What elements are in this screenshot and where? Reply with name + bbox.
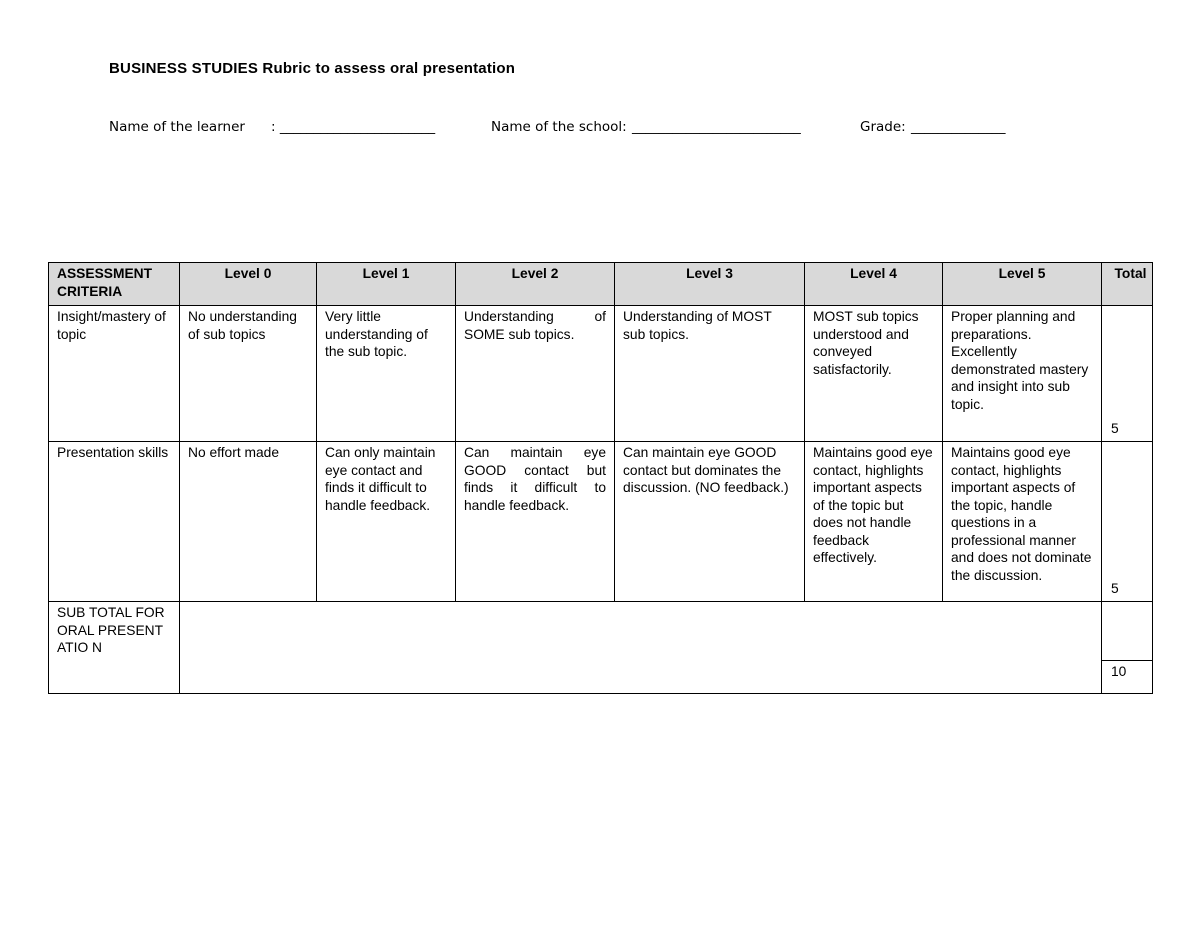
criteria-insight: Insight/mastery of topic <box>49 306 180 442</box>
insight-level-1: Very little understanding of the sub topic. <box>317 306 456 442</box>
presentation-level-2: Can maintain eye GOOD contact but finds it difficult to handle feedback. <box>456 442 615 602</box>
rubric-row-presentation <box>49 442 1153 602</box>
insight-level-0: No understanding of sub topics <box>180 306 317 442</box>
header-level-1: Level 1 <box>317 263 456 306</box>
insight-level-2: Understanding of SOME sub topics. <box>456 306 615 442</box>
school-name-blank[interactable]: _________________________ <box>632 119 801 135</box>
document-title: BUSINESS STUDIES Rubric to assess oral presentation <box>109 60 516 77</box>
subtotal-blank-box[interactable] <box>1102 602 1152 661</box>
header-level-3: Level 3 <box>615 263 805 306</box>
subtotal-label: SUB TOTAL FOR ORAL PRESENTATIO N <box>49 602 180 694</box>
rubric-header-row <box>49 263 1153 306</box>
header-level-5: Level 5 <box>943 263 1102 306</box>
insight-level-5: Proper planning and preparations. Excellently demonstrated mastery and insight into sub topic. <box>943 306 1102 442</box>
presentation-level-5: Maintains good eye contact, highlights important aspects of the topic, handle questions in a professional manner and does not dominate the discussion. <box>943 442 1102 602</box>
subtotal-empty-area <box>180 602 1102 694</box>
presentation-total[interactable]: 5 <box>1102 442 1153 602</box>
rubric-table <box>48 262 1153 694</box>
learner-name-label: Name of the learner <box>109 119 245 135</box>
header-level-0: Level 0 <box>180 263 317 306</box>
presentation-level-4: Maintains good eye contact, highlights important aspects of the topic but does not handle feedback effectively. <box>805 442 943 602</box>
insight-total[interactable]: 5 <box>1102 306 1153 442</box>
subtotal-total-cell[interactable] <box>1102 602 1153 694</box>
header-total: Total <box>1102 263 1153 306</box>
learner-name-blank[interactable]: : _______________________ <box>271 119 436 135</box>
subtotal-value: 10 <box>1111 664 1127 679</box>
rubric-row-insight <box>49 306 1153 442</box>
header-level-2: Level 2 <box>456 263 615 306</box>
insight-level-3: Understanding of MOST sub topics. <box>615 306 805 442</box>
rubric-row-subtotal <box>49 602 1153 694</box>
presentation-level-0: No effort made <box>180 442 317 602</box>
presentation-level-1: Can only maintain eye contact and finds it difficult to handle feedback. <box>317 442 456 602</box>
header-assessment-criteria: ASSESSMENT CRITERIA <box>49 263 180 306</box>
presentation-level-3: Can maintain eye GOOD contact but dominates the discussion. (NO feedback.) <box>615 442 805 602</box>
grade-label: Grade: <box>860 119 906 135</box>
insight-level-4: MOST sub topics understood and conveyed satisfactorily. <box>805 306 943 442</box>
grade-blank[interactable]: ______________ <box>911 119 1006 135</box>
criteria-presentation: Presentation skills <box>49 442 180 602</box>
header-level-4: Level 4 <box>805 263 943 306</box>
school-name-label: Name of the school: <box>491 119 627 135</box>
